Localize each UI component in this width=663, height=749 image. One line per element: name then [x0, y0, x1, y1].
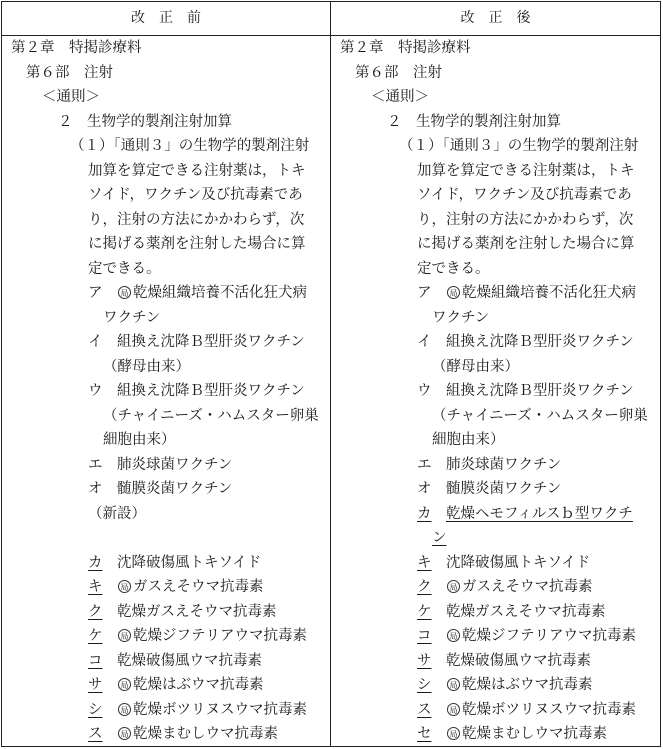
item-text-line: （新設）: [88, 505, 146, 522]
item-text: [117, 701, 307, 719]
item-text-line: 組換え沈降Ｂ型肝炎ワクチン: [117, 383, 305, 399]
item-text-line: 乾燥まむしウマ抗毒素: [133, 726, 278, 742]
item-text: [117, 652, 262, 670]
chapter-heading: 第２章 特掲診療料: [11, 40, 142, 56]
item-marker: コ: [417, 628, 432, 644]
pharmacopoeia-badge-icon: 局: [118, 703, 131, 716]
item-text: [432, 529, 447, 547]
item-text-line: 組換え沈降Ｂ型肝炎ワクチン: [446, 334, 634, 350]
item-marker: カ: [88, 554, 103, 571]
item-marker: サ: [88, 677, 103, 693]
item-text-line: 乾燥まむしウマ抗毒素: [462, 726, 607, 742]
item-text: [117, 676, 264, 694]
item-marker: ケ: [88, 628, 103, 644]
column-before: [2, 35, 330, 747]
item-text-line: 髄膜炎菌ワクチン: [117, 481, 233, 497]
item-marker: エ: [417, 456, 432, 473]
item-text: [117, 578, 264, 596]
item-text-line: ガスえそウマ抗毒素: [462, 579, 593, 595]
paragraph-line: に掲げる薬剤を注射した場合に算: [417, 236, 635, 252]
item-text: [88, 505, 146, 523]
item-text-line: 髄膜炎菌ワクチン: [446, 481, 562, 497]
item-marker: ア: [417, 285, 432, 301]
item-marker: キ: [88, 579, 103, 595]
item-text-line: ワクチン: [432, 309, 490, 326]
item-text-line: 乾燥ガスえそウマ抗毒素: [446, 603, 606, 620]
item-marker: コ: [88, 652, 103, 669]
section-heading: ２ 生物学的製剤注射加算: [387, 113, 561, 130]
paragraph-line: ソイド，ワクチン及び抗毒素であ: [88, 187, 303, 203]
item-text-line: 細胞由来）: [432, 432, 505, 448]
item-marker: サ: [417, 652, 432, 669]
item-text: [446, 627, 636, 645]
pharmacopoeia-badge-icon: 局: [447, 678, 460, 691]
item-text: [446, 456, 561, 474]
header-after: 改 正 後: [460, 10, 531, 26]
item-marker: キ: [417, 554, 432, 571]
item-text-line: 肺炎球菌ワクチン: [117, 456, 233, 473]
pharmacopoeia-badge-icon: 局: [118, 727, 131, 740]
item-text: [446, 554, 590, 572]
item-text-line: 乾燥ジフテリアウマ抗毒素: [462, 628, 636, 644]
item-text: [432, 407, 648, 425]
item-text-line: 沈降破傷風トキソイド: [446, 554, 591, 571]
item-text: [103, 407, 319, 425]
item-text: [117, 382, 305, 400]
paragraph-line: ソイド，ワクチン及び抗毒素であ: [417, 187, 632, 203]
part-heading: 第６部 注射: [26, 64, 113, 81]
item-marker: ア: [88, 285, 103, 301]
item-text-line: 乾燥ガスえそウマ抗毒素: [117, 603, 277, 620]
general-rules-heading: ＜通則＞: [371, 89, 429, 105]
item-text-line: （酵母由来）: [103, 358, 190, 375]
paragraph-line: に掲げる薬剤を注射した場合に算: [88, 236, 306, 252]
item-text-line: 乾燥はぶウマ抗毒素: [133, 677, 264, 693]
item-text: [446, 382, 634, 400]
item-text: [446, 284, 636, 302]
section-heading: ２ 生物学的製剤注射加算: [58, 113, 232, 130]
item-marker: オ: [88, 481, 103, 497]
item-text-line: 肺炎球菌ワクチン: [446, 456, 562, 473]
item-marker: イ: [417, 334, 432, 350]
item-text: [432, 358, 519, 376]
pharmacopoeia-badge-icon: 局: [447, 286, 460, 299]
item-text: [117, 284, 307, 302]
item-text: [117, 603, 277, 621]
item-marker: ス: [417, 701, 432, 718]
pharmacopoeia-badge-icon: 局: [447, 727, 460, 740]
item-text: [117, 480, 232, 498]
item-marker: ク: [88, 603, 103, 620]
item-text: [446, 333, 634, 351]
item-text: [432, 431, 505, 449]
item-marker: ウ: [88, 383, 103, 399]
item-text-line: 乾燥ヘモフィルスｂ型ワクチ: [446, 505, 633, 522]
item-text-line: 沈降破傷風トキソイド: [117, 554, 262, 571]
item-marker: シ: [88, 701, 103, 718]
item-text: [117, 456, 232, 474]
item-text: [446, 578, 593, 596]
item-text-line: 乾燥ボツリヌスウマ抗毒素: [462, 701, 636, 718]
item-text-line: ガスえそウマ抗毒素: [133, 579, 264, 595]
pharmacopoeia-badge-icon: 局: [118, 629, 131, 642]
item-marker: エ: [88, 456, 103, 473]
table-header: [2, 2, 660, 36]
item-text-line: ン: [432, 530, 447, 546]
paragraph-line: 定できる。: [88, 260, 161, 277]
pharmacopoeia-badge-icon: 局: [118, 580, 131, 593]
paragraph-line: り，注射の方法にかかわらず，次: [88, 211, 305, 228]
item-marker: オ: [417, 481, 432, 497]
pharmacopoeia-badge-icon: 局: [118, 286, 131, 299]
item-marker: カ: [417, 505, 432, 522]
item-text: [117, 627, 307, 645]
item-text: [446, 480, 561, 498]
item-text: [103, 358, 190, 376]
item-text-line: ワクチン: [103, 309, 161, 326]
item-marker: ウ: [417, 383, 432, 399]
item-text-line: 乾燥ジフテリアウマ抗毒素: [133, 628, 307, 644]
item-text: [103, 431, 176, 449]
paragraph-line: 定できる。: [417, 260, 490, 277]
item-text: [117, 725, 278, 743]
item-marker: シ: [417, 677, 432, 693]
item-text-line: 乾燥ボツリヌスウマ抗毒素: [133, 701, 307, 718]
comparison-table: [1, 1, 661, 747]
pharmacopoeia-badge-icon: 局: [447, 629, 460, 642]
item-text: [446, 725, 607, 743]
paragraph-line: 加算を算定できる注射薬は，トキ: [88, 162, 306, 179]
paragraph-line: り，注射の方法にかかわらず，次: [417, 211, 634, 228]
item-text-line: 乾燥組織培養不活化狂犬病: [462, 285, 636, 301]
part-heading: 第６部 注射: [355, 64, 442, 81]
item-text-line: 乾燥はぶウマ抗毒素: [462, 677, 593, 693]
item-text: [446, 701, 636, 719]
item-marker: イ: [88, 334, 103, 350]
item-text: [446, 652, 591, 670]
item-text: [432, 309, 489, 327]
item-text-line: 乾燥組織培養不活化狂犬病: [133, 285, 307, 301]
item-text-line: 乾燥破傷風ウマ抗毒素: [117, 652, 262, 669]
item-text-line: 乾燥破傷風ウマ抗毒素: [446, 652, 591, 669]
item-text-line: 組換え沈降Ｂ型肝炎ワクチン: [117, 334, 305, 350]
item-marker: ケ: [417, 603, 432, 620]
item-text-line: （酵母由来）: [432, 358, 519, 375]
header-before: 改 正 前: [131, 10, 201, 26]
item-text: [446, 676, 593, 694]
item-text-line: 細胞由来）: [103, 432, 176, 448]
item-text: [446, 603, 606, 621]
item-text: [117, 554, 261, 572]
pharmacopoeia-badge-icon: 局: [447, 703, 460, 716]
item-marker: ス: [88, 726, 103, 742]
paragraph-line: （１）「通則３」の生物学的製剤注射: [399, 138, 639, 154]
item-text-line: （チャイニーズ・ハムスター卵巣: [432, 407, 648, 424]
pharmacopoeia-badge-icon: 局: [447, 580, 460, 593]
item-marker: ク: [417, 579, 432, 595]
item-text: [446, 505, 633, 523]
item-text-line: （チャイニーズ・ハムスター卵巣: [103, 407, 319, 424]
pharmacopoeia-badge-icon: 局: [118, 678, 131, 691]
item-text-line: 組換え沈降Ｂ型肝炎ワクチン: [446, 383, 634, 399]
item-text: [117, 333, 305, 351]
column-after: [331, 35, 660, 747]
chapter-heading: 第２章 特掲診療料: [340, 40, 471, 56]
item-marker: セ: [417, 726, 432, 742]
paragraph-line: 加算を算定できる注射薬は，トキ: [417, 162, 635, 179]
general-rules-heading: ＜通則＞: [42, 89, 100, 105]
item-text: [103, 309, 160, 327]
paragraph-line: （１）「通則３」の生物学的製剤注射: [70, 138, 310, 154]
